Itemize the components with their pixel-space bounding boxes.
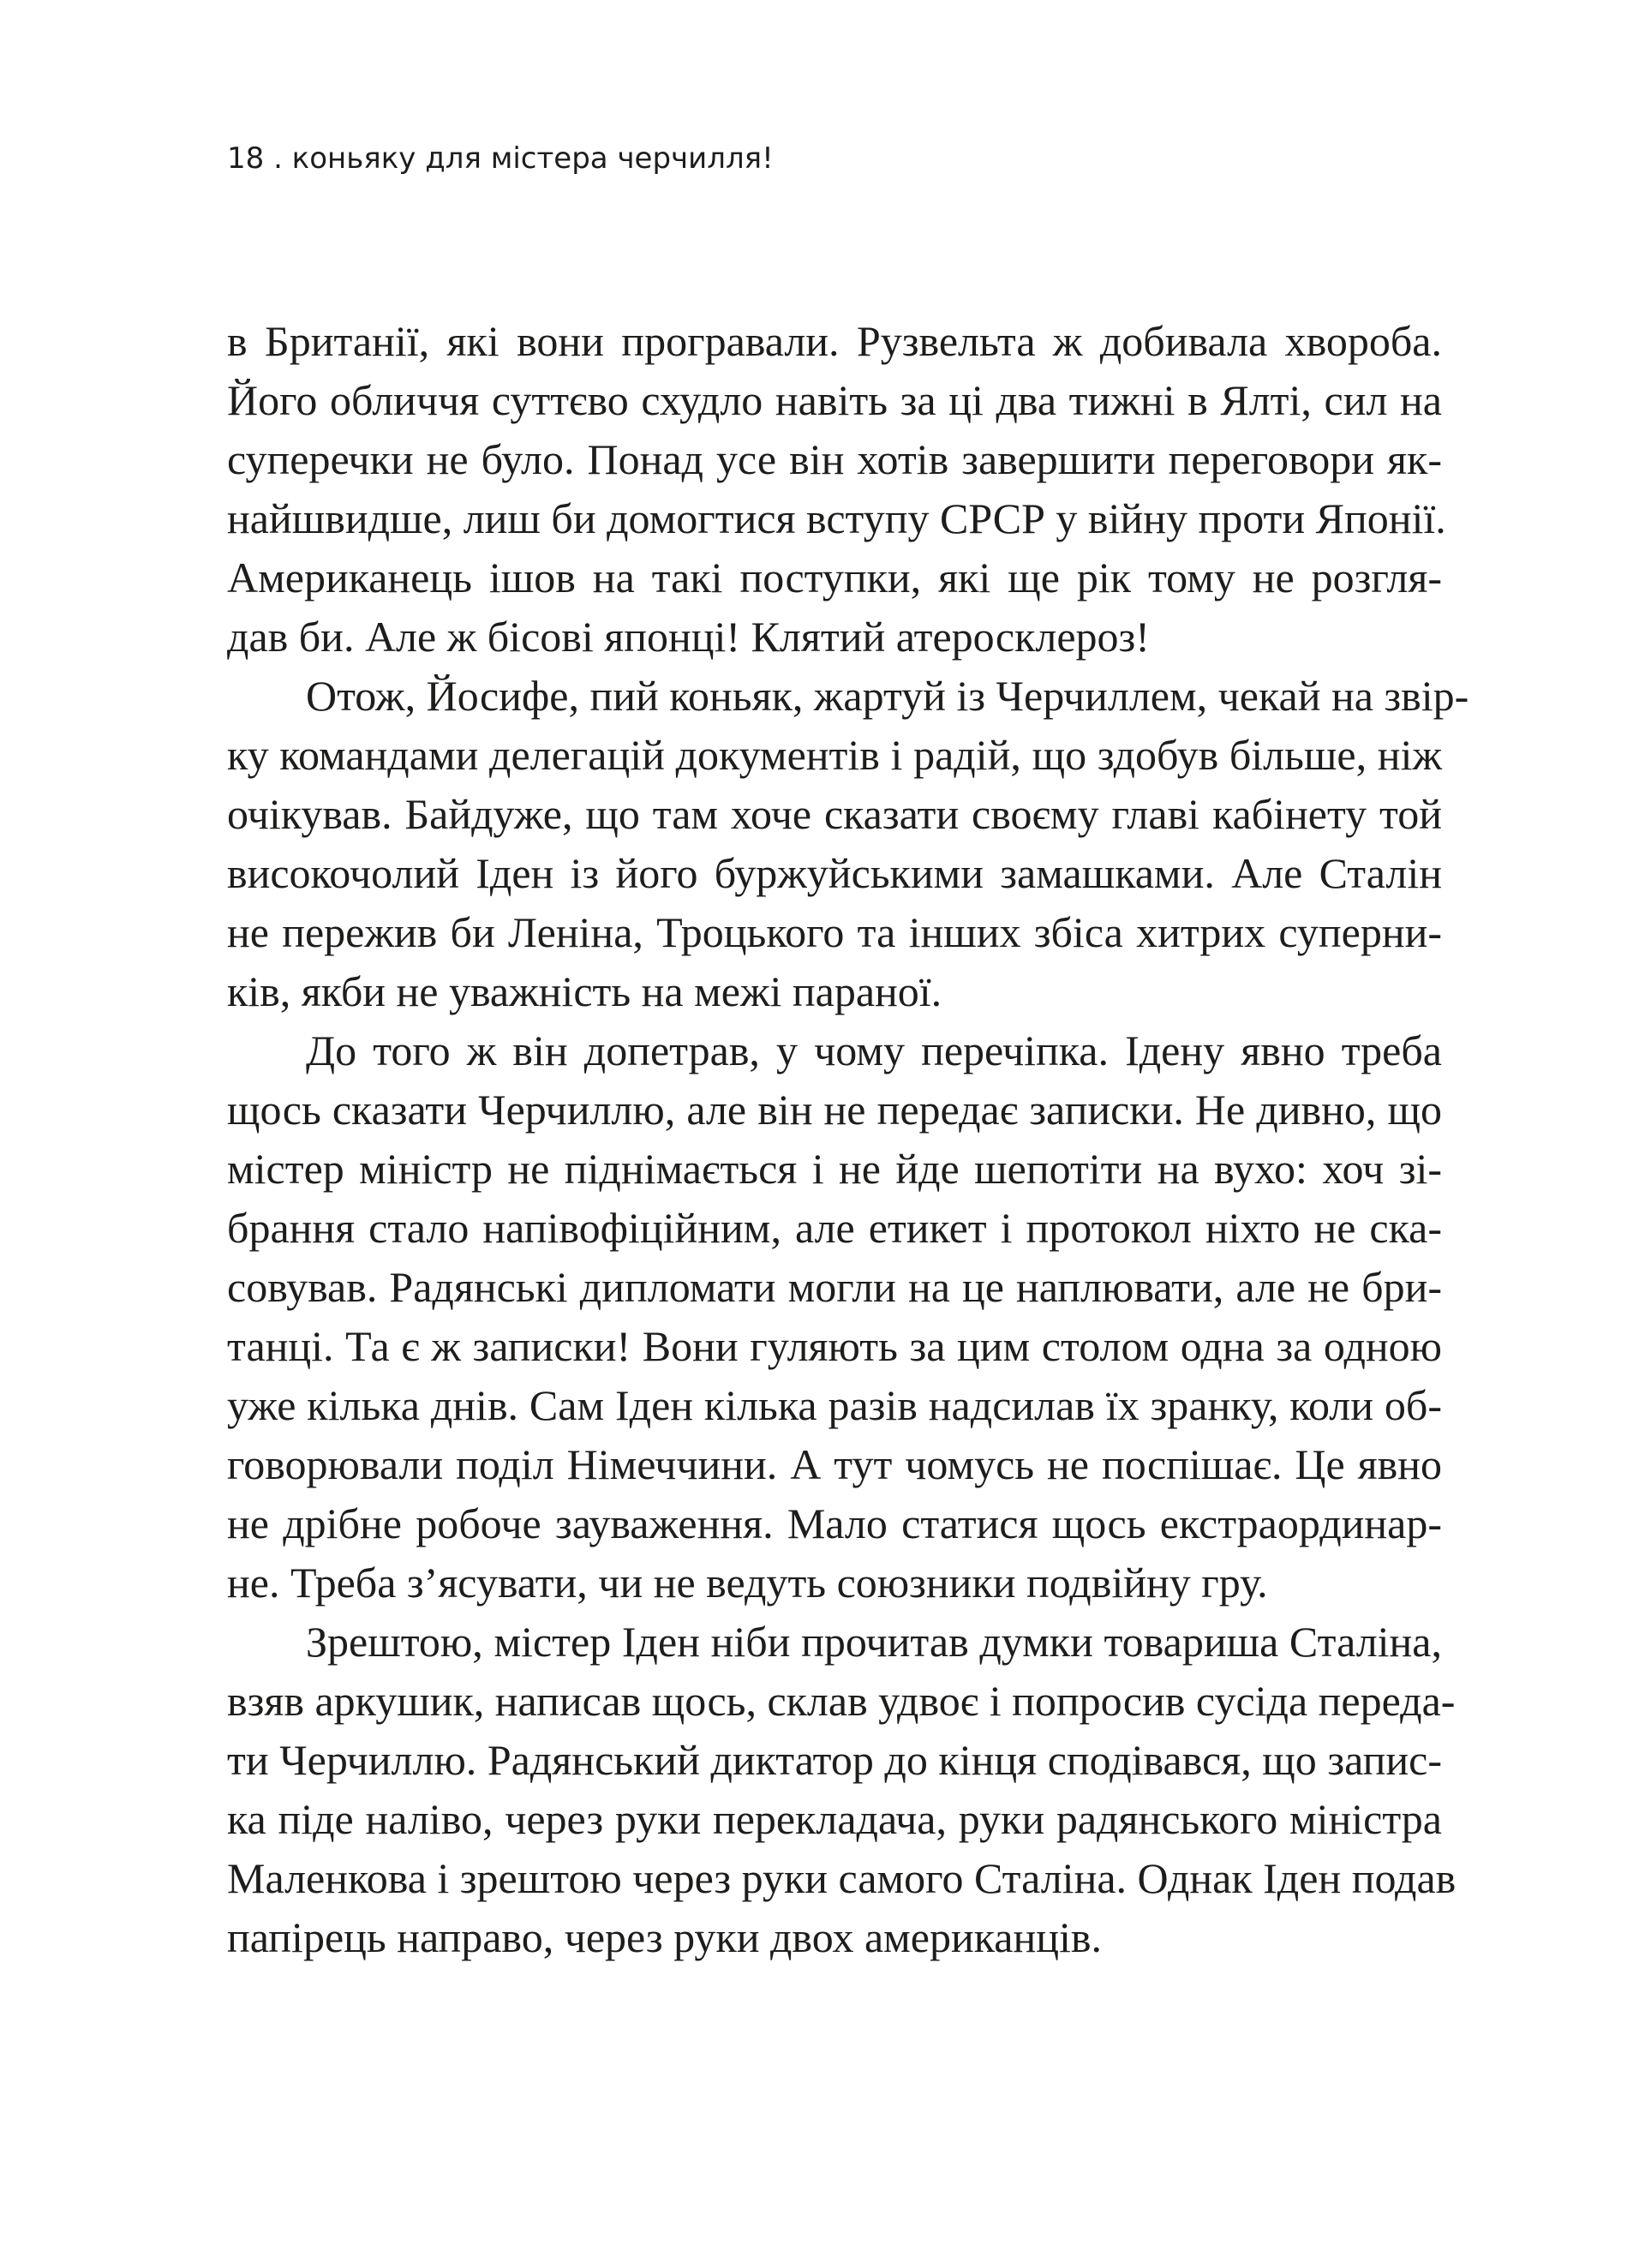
text-line: ка піде наліво, через руки перекладача, руки радянського міністра: [227, 1795, 1442, 1843]
running-header: 18 . коньяку для містера черчилля!: [227, 141, 774, 176]
text-line: містер міністр не піднімається і не йде шепотіти на вухо: хоч зі-: [227, 1145, 1442, 1193]
text-line: щось сказати Черчиллю, але він не передає записки. Не дивно, що: [227, 1086, 1442, 1134]
text-line: папірець направо, через руки двох американців.: [227, 1913, 1102, 1961]
text-line: уже кілька днів. Сам Іден кілька разів надсилав їх зранку, коли об-: [227, 1381, 1442, 1429]
text-line: Американець ішов на такі поступки, які ще рік тому не розгля-: [227, 554, 1442, 601]
text-line: взяв аркушик, написав щось, склав удвоє і попросив сусіда переда-: [227, 1677, 1456, 1725]
text-line: совував. Радянські дипломати могли на це наплювати, але не бри-: [227, 1263, 1442, 1311]
text-line: в Британії, які вони програвали. Рузвельта ж добивала хвороба.: [227, 317, 1442, 365]
text-line: брання стало напівофіційним, але етикет і протокол ніхто не ска-: [227, 1204, 1442, 1252]
text-line: говорювали поділ Німеччини. А тут чомусь не поспішає. Це явно: [227, 1440, 1442, 1488]
text-line: ків, якби не уважність на межі параної.: [227, 967, 942, 1015]
text-line: ти Черчиллю. Радянський диктатор до кінця сподівався, що запис-: [227, 1736, 1442, 1784]
text-line: дав би. Але ж бісові японці! Клятий атеросклероз!: [227, 613, 1150, 661]
text-line: не дрібне робоче зауваження. Мало статися щось екстраординар-: [227, 1499, 1442, 1547]
text-line: Маленкова і зрештою через руки самого Сталіна. Однак Іден подав: [227, 1854, 1457, 1902]
text-line: ку командами делегацій документів і радій, що здобув більше, ніж: [227, 731, 1442, 779]
text-line: Зрештою, містер Іден ніби прочитав думки товариша Сталіна,: [306, 1618, 1442, 1666]
body-text: [227, 312, 1469, 1967]
text-line: До того ж він допетрав, у чому перечіпка. Ідену явно треба: [306, 1026, 1442, 1074]
text-line: Отож, Йосифе, пий коньяк, жартуй із Черчиллем, чекай на звір-: [306, 672, 1469, 720]
text-line: найшвидше, лиш би домогтися вступу СРСР у війну проти Японії.: [227, 494, 1446, 542]
text-line: високочолий Іден із його буржуйськими замашками. Але Сталін: [227, 849, 1442, 897]
text-line: Його обличчя суттєво схудло навіть за ці два тижні в Ялті, сил на: [227, 376, 1442, 424]
text-line: не. Треба з’ясувати, чи не ведуть союзники подвійну гру.: [227, 1559, 1268, 1607]
text-line: танці. Та є ж записки! Вони гуляють за цим столом одна за одною: [227, 1322, 1442, 1370]
text-line: не пережив би Леніна, Троцького та інших збіса хитрих суперни-: [227, 908, 1442, 956]
text-line: очікував. Байдуже, що там хоче сказати своєму главі кабінету той: [227, 790, 1442, 838]
text-line: суперечки не було. Понад усе він хотів завершити переговори як-: [227, 435, 1442, 483]
